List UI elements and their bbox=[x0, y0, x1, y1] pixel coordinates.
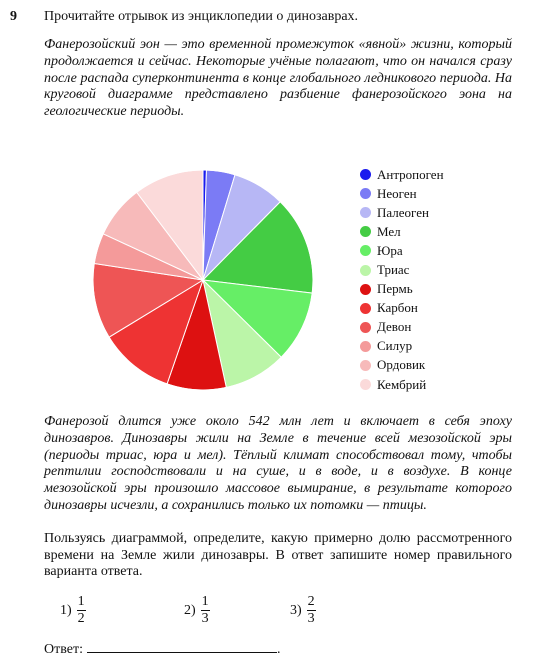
option-1[interactable] bbox=[60, 595, 86, 626]
task-paragraph: Пользуясь диаграммой, определите, какую примерно долю рассмотренного времени на Земле жили динозавры. В ответ запишите номер правильного варианта ответа. bbox=[44, 531, 512, 579]
legend-swatch bbox=[360, 265, 371, 276]
option-1-numerator: 1 bbox=[77, 594, 85, 609]
answer-row bbox=[44, 640, 280, 658]
legend-label: Карбон bbox=[377, 300, 418, 316]
option-3-numerator: 2 bbox=[307, 594, 315, 609]
legend-label: Палеоген bbox=[377, 204, 429, 220]
legend-swatch bbox=[360, 245, 371, 256]
legend-item-6 bbox=[360, 260, 444, 279]
option-2-fraction bbox=[201, 595, 210, 626]
legend-swatch bbox=[360, 169, 371, 180]
legend-item-3 bbox=[360, 203, 444, 222]
legend-item-4 bbox=[360, 222, 444, 241]
legend-swatch bbox=[360, 188, 371, 199]
legend-item-5 bbox=[360, 241, 444, 260]
legend-item-9 bbox=[360, 318, 444, 337]
legend-item-11 bbox=[360, 356, 444, 375]
option-2-numerator: 1 bbox=[201, 594, 209, 609]
legend-label: Пермь bbox=[377, 281, 413, 297]
option-3-fraction bbox=[307, 595, 316, 626]
option-2-denominator: 3 bbox=[201, 611, 209, 626]
answer-end: . bbox=[276, 642, 281, 657]
legend-swatch bbox=[360, 379, 371, 390]
legend-item-2 bbox=[360, 184, 444, 203]
legend-swatch bbox=[360, 341, 371, 352]
chart-legend bbox=[360, 165, 444, 394]
legend-label: Мел bbox=[377, 223, 401, 239]
option-3-denominator: 3 bbox=[307, 611, 315, 626]
legend-item-10 bbox=[360, 337, 444, 356]
option-1-denominator: 2 bbox=[77, 611, 85, 626]
option-1-fraction bbox=[77, 595, 86, 626]
legend-swatch bbox=[360, 303, 371, 314]
legend-label: Неоген bbox=[377, 185, 417, 201]
option-2-label: 2) bbox=[184, 602, 196, 618]
legend-item-12 bbox=[360, 375, 444, 394]
option-3[interactable] bbox=[290, 595, 316, 626]
answer-label: Ответ: bbox=[44, 642, 83, 657]
legend-item-7 bbox=[360, 280, 444, 299]
legend-swatch bbox=[360, 360, 371, 371]
info-paragraph: Фанерозой длится уже около 542 млн лет и включает в себя эпоху динозавров. Динозавры жили на Земле в течение всей мезозойской эры (периоды триас, юра и мел). Тёплый климат способствовал тому, чтобы рептилии господствовали и на суше, и в воде, и в воздухе. В конце мезозойской эры произошло массовое вымирание, в результате которого динозавры исчезли, а сохранились только их потомки — птицы. bbox=[44, 414, 512, 513]
option-2[interactable] bbox=[184, 595, 210, 626]
legend-label: Кембрий bbox=[377, 376, 427, 392]
legend-swatch bbox=[360, 322, 371, 333]
pie-chart bbox=[88, 165, 318, 395]
legend-swatch bbox=[360, 284, 371, 295]
option-1-label: 1) bbox=[60, 602, 72, 618]
legend-label: Силур bbox=[377, 338, 413, 354]
legend-item-1 bbox=[360, 165, 444, 184]
option-3-label: 3) bbox=[290, 602, 302, 618]
legend-swatch bbox=[360, 226, 371, 237]
intro-paragraph: Фанерозойский эон — это временной промежуток «явной» жизни, который продолжается и сейчас. Некоторые учёные полагают, что он начался сразу после распада суперконтинента в конце глобального ледникового периода. На круговой диаграмме представлено разбиение фанерозойского эона на геологические периоды. bbox=[44, 37, 512, 120]
legend-label: Антропоген bbox=[377, 166, 444, 182]
legend-label: Девон bbox=[377, 319, 412, 335]
legend-swatch bbox=[360, 207, 371, 218]
legend-label: Юра bbox=[377, 242, 403, 258]
legend-label: Ордовик bbox=[377, 357, 426, 373]
legend-label: Триас bbox=[377, 262, 410, 278]
question-title: Прочитайте отрывок из энциклопедии о динозаврах. bbox=[44, 9, 359, 24]
question-number: 9 bbox=[10, 9, 17, 24]
answer-input-line[interactable] bbox=[87, 640, 277, 653]
legend-item-8 bbox=[360, 299, 444, 318]
